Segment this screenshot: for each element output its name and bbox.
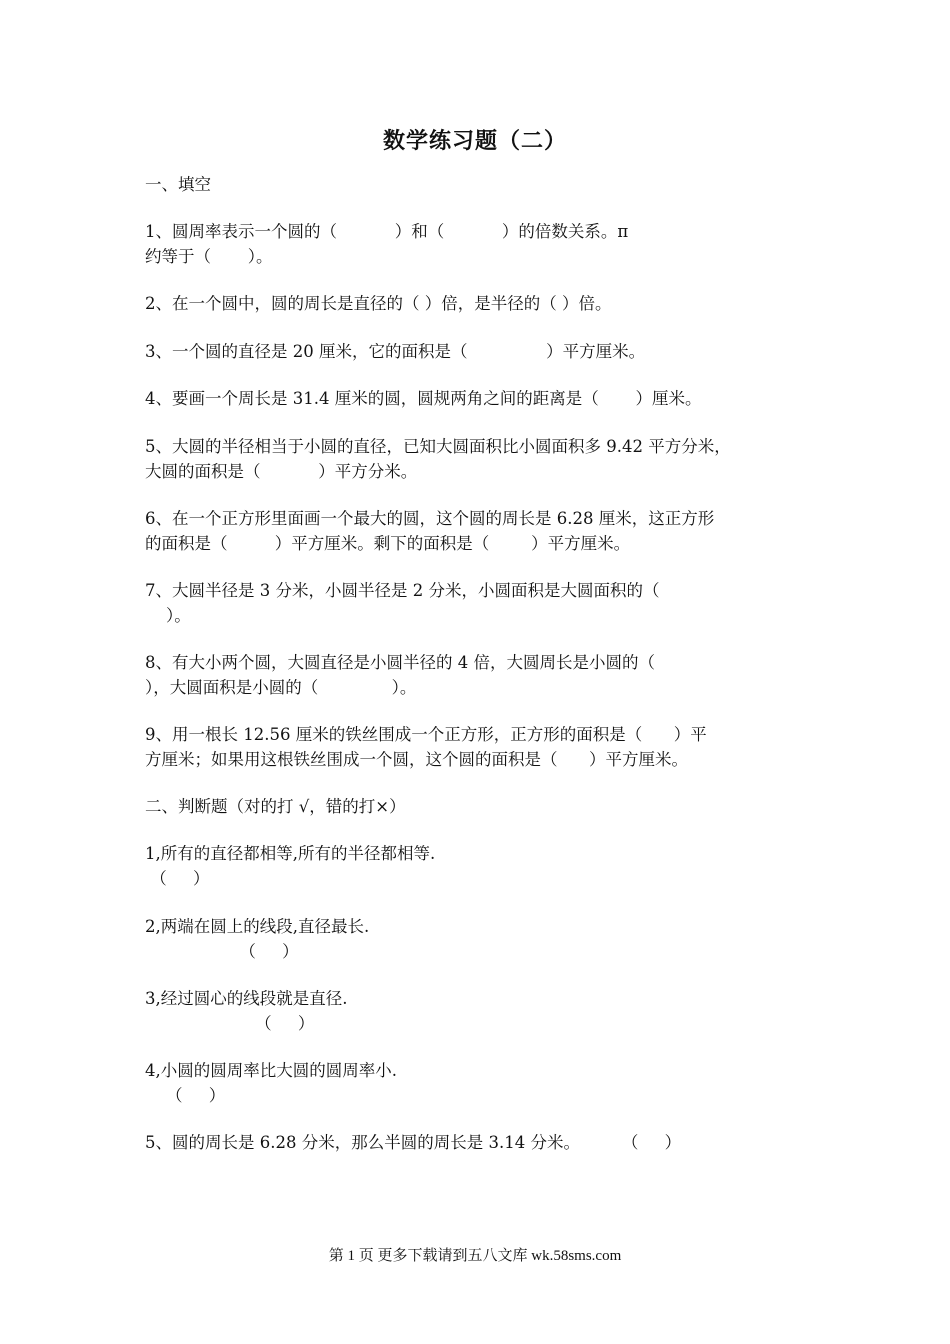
question-5-line-1: 5、大圆的半径相当于小圆的直径，已知大圆面积比小圆面积多 9.42 平方分米，: [145, 437, 731, 456]
section-heading-true-false: 二、判断题（对的打 √，错的打×）: [145, 797, 406, 816]
question-4: 4、要画一个周长是 31.4 厘米的圆，圆规两角之间的距离是（ ）厘米。: [145, 389, 702, 408]
question-7-line-2: ）。: [145, 606, 191, 625]
judgment-2-text: 2,两端在圆上的线段,直径最长.: [145, 917, 370, 936]
question-8-line-2: ），大圆面积是小圆的（ ）。: [145, 678, 417, 697]
judgment-1-answer-paren: （ ）: [145, 869, 210, 888]
judgment-4-text: 4,小圆的圆周率比大圆的圆周率小.: [145, 1061, 397, 1080]
judgment-4-answer-paren: （ ）: [145, 1086, 226, 1105]
question-6-line-1: 6、在一个正方形里面画一个最大的圆，这个圆的周长是 6.28 厘米，这正方形: [145, 509, 715, 528]
page-title: 数学练习题（二）: [382, 128, 567, 154]
question-1-line-2: 约等于（ ）。: [145, 247, 273, 266]
section-heading-fill-blank: 一、填空: [145, 175, 211, 194]
judgment-3-text: 3,经过圆心的线段就是直径.: [145, 989, 348, 1008]
judgment-5: 5、圆的周长是 6.28 分米，那么半圆的周长是 3.14 分米。 （ ）: [145, 1133, 682, 1152]
question-2: 2、在一个圆中，圆的周长是直径的（ ）倍，是半径的（ ）倍。: [145, 294, 612, 313]
page-footer: 第 1 页 更多下载请到五八文库 wk.58sms.com: [328, 1248, 622, 1264]
question-8-line-1: 8、有大小两个圆，大圆直径是小圆半径的 4 倍，大圆周长是小圆的（: [145, 653, 655, 672]
question-3: 3、一个圆的直径是 20 厘米，它的面积是（ ）平方厘米。: [145, 342, 646, 361]
question-5-line-2: 大圆的面积是（ ）平方分米。: [145, 462, 418, 481]
question-6-line-2: 的面积是（ ）平方厘米。剩下的面积是（ ）平方厘米。: [145, 534, 631, 553]
judgment-2-answer-paren: （ ）: [145, 942, 299, 961]
question-1-line-1: 1、圆周率表示一个圆的（ ）和（ ）的倍数关系。π: [145, 222, 629, 241]
question-9-line-1: 9、用一根长 12.56 厘米的铁丝围成一个正方形，正方形的面积是（ ）平: [145, 725, 707, 744]
judgment-1-text: 1,所有的直径都相等,所有的半径都相等.: [145, 844, 436, 863]
question-7-line-1: 7、大圆半径是 3 分米，小圆半径是 2 分米，小圆面积是大圆面积的（: [145, 581, 660, 600]
question-9-line-2: 方厘米；如果用这根铁丝围成一个圆，这个圆的面积是（ ）平方厘米。: [145, 750, 688, 769]
judgment-3-answer-paren: （ ）: [145, 1014, 315, 1033]
